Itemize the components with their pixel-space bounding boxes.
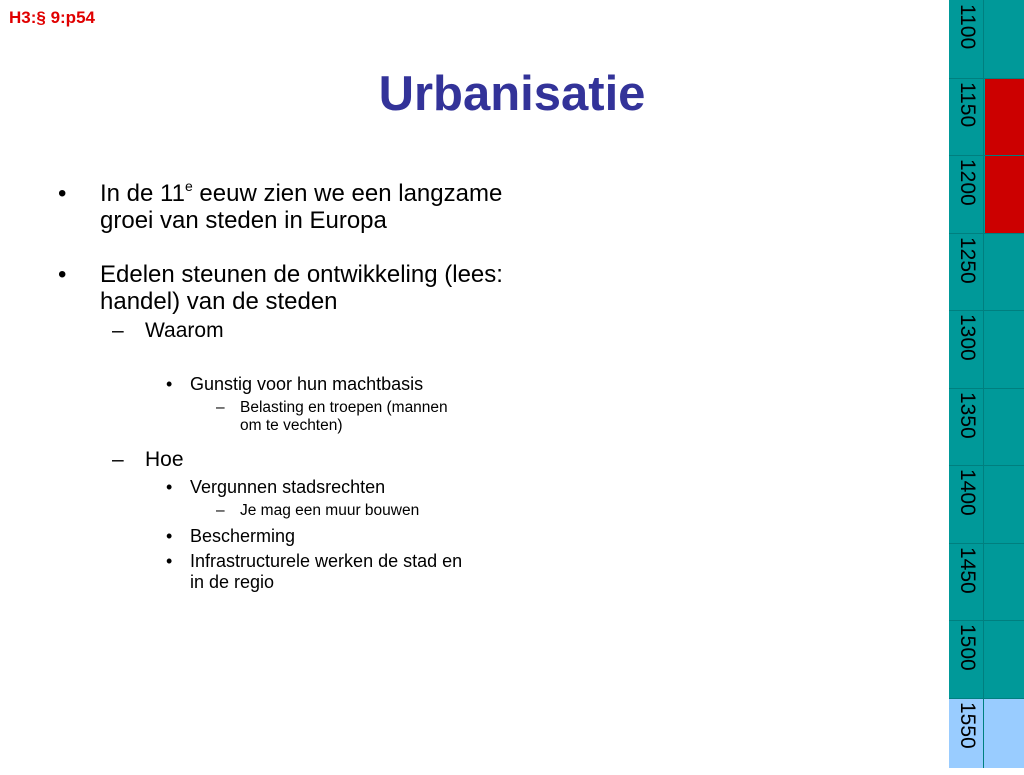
timeline-year-marker <box>985 310 1024 388</box>
timeline-year-marker <box>985 698 1024 775</box>
timeline-year-1250 <box>949 233 1024 311</box>
timeline-year-text: 1450 <box>955 547 979 594</box>
dash-icon: – <box>216 399 240 435</box>
timeline-year-1200 <box>949 155 1024 233</box>
timeline-year-marker <box>985 620 1024 698</box>
timeline-year-text: 1500 <box>955 624 979 671</box>
timeline-year-1300 <box>949 310 1024 388</box>
timeline-year-label <box>949 0 984 78</box>
sub-sub-bullet: • Bescherming <box>166 526 508 547</box>
bullet-dot-icon: • <box>58 261 100 315</box>
timeline-divider <box>949 465 1024 466</box>
timeline-divider <box>949 155 1024 156</box>
timeline-year-text: 1250 <box>955 237 979 284</box>
timeline-year-marker <box>985 465 1024 543</box>
timeline-year-marker <box>985 388 1024 466</box>
bullet-text: In de 11e eeuw zien we een langzame groei van steden in Europa <box>100 180 508 234</box>
slide-content <box>58 180 508 597</box>
timeline-year-label <box>949 465 984 543</box>
timeline-year-1150 <box>949 78 1024 156</box>
bullet-item <box>58 261 508 315</box>
sub-bullet-hoe: – Hoe <box>112 447 508 473</box>
timeline-year-marker <box>985 233 1024 311</box>
timeline-year-marker <box>985 78 1024 156</box>
timeline-divider <box>949 388 1024 389</box>
sub-sub-sub-bullet: – Je mag een muur bouwen <box>216 502 508 520</box>
timeline-divider <box>949 543 1024 544</box>
timeline-year-label <box>949 310 984 388</box>
timeline-year-label <box>949 233 984 311</box>
timeline-year-label <box>949 388 984 466</box>
timeline-year-text: 1200 <box>955 159 979 206</box>
dash-icon: – <box>112 318 145 344</box>
timeline-year-marker <box>985 543 1024 621</box>
dash-icon: – <box>112 447 145 473</box>
sub-sub-bullet: • Infrastructurele werken de stad en in de regio <box>166 551 508 593</box>
slide-title: Urbanisatie <box>0 66 1024 122</box>
bullet-item <box>58 180 508 234</box>
timeline-year-text: 1550 <box>955 702 979 749</box>
bullet-text: Edelen steunen de ontwikkeling (lees: handel) van de steden <box>100 261 508 315</box>
dash-icon: – <box>216 502 240 520</box>
bullet-dot-icon: • <box>166 374 190 395</box>
timeline-year-label <box>949 620 984 698</box>
timeline-year-marker <box>985 155 1024 233</box>
timeline-sidebar <box>949 0 1024 768</box>
timeline-year-1550 <box>949 698 1024 769</box>
sub-sub-sub-bullet: – Belasting en troepen (mannen om te vechten) <box>216 399 508 435</box>
timeline-year-text: 1400 <box>955 469 979 516</box>
timeline-year-marker <box>985 0 1024 78</box>
bullet-dot-icon: • <box>58 180 100 234</box>
sub-sub-bullet: • Vergunnen stadsrechten <box>166 477 508 498</box>
timeline-divider <box>949 233 1024 234</box>
timeline-divider <box>949 78 1024 79</box>
timeline-year-text: 1350 <box>955 392 979 439</box>
timeline-year-label <box>949 155 984 233</box>
timeline-divider <box>949 620 1024 621</box>
timeline-divider <box>949 698 1024 699</box>
timeline-year-1400 <box>949 465 1024 543</box>
bullet-dot-icon: • <box>166 551 190 593</box>
bullet-dot-icon: • <box>166 526 190 547</box>
sub-sub-bullet: • Gunstig voor hun machtbasis <box>166 374 508 395</box>
slide-reference: H3:§ 9:p54 <box>9 8 95 28</box>
timeline-divider <box>949 310 1024 311</box>
timeline-year-text: 1100 <box>955 4 979 49</box>
sub-bullet-waarom: – Waarom <box>112 318 508 344</box>
timeline-year-label <box>949 543 984 621</box>
timeline-year-text: 1300 <box>955 314 979 361</box>
bullet-dot-icon: • <box>166 477 190 498</box>
timeline-year-1500 <box>949 620 1024 698</box>
timeline-year-1100 <box>949 0 1024 78</box>
timeline-year-1450 <box>949 543 1024 621</box>
timeline-year-text: 1150 <box>955 82 979 127</box>
timeline-year-1350 <box>949 388 1024 466</box>
timeline-year-label <box>949 78 984 156</box>
timeline-year-label <box>949 698 984 769</box>
